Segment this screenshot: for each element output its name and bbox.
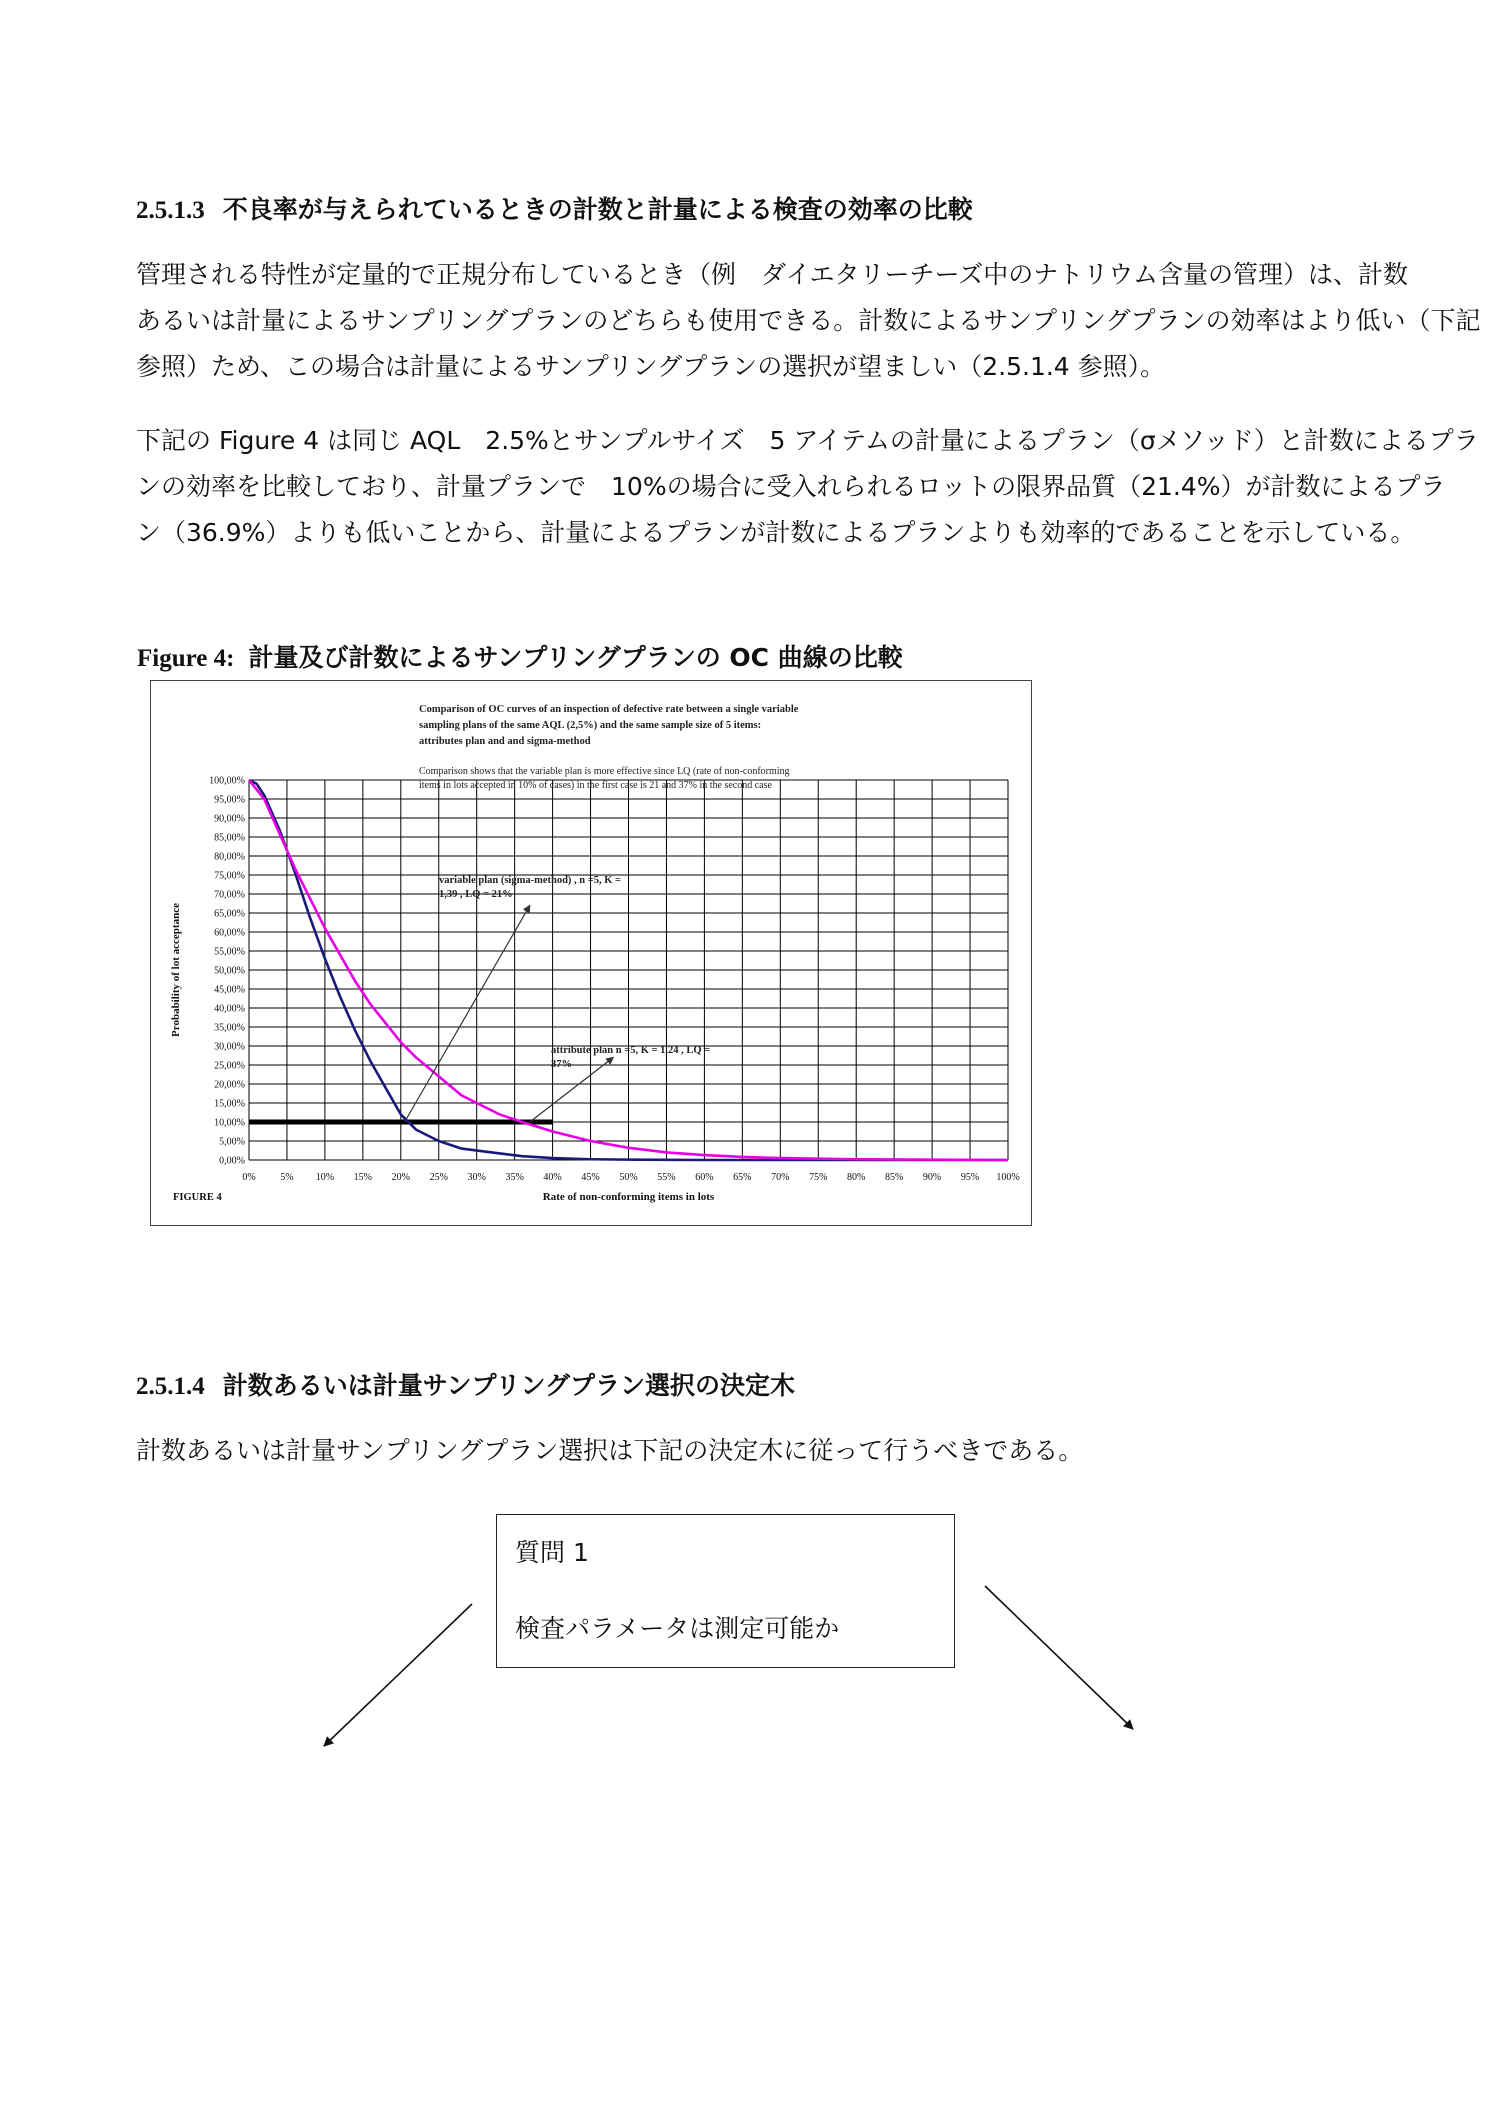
paragraph-line: ンの効率を比較しており、計量プランで 10%の場合に受入れられるロットの限界品質（21.4%）が計数によるプラ [136, 472, 1446, 501]
paragraph-comparison [136, 418, 1479, 556]
x-tick-label: 25% [429, 1172, 448, 1183]
y-tick-label: 55,00% [214, 946, 245, 958]
y-tick-label: 45,00% [214, 984, 245, 996]
y-tick-labels [209, 776, 245, 1167]
paragraph-line: 計数あるいは計量サンプリングプラン選択は下記の決定木に従って行うべきである。 [136, 1436, 1084, 1465]
paragraph-line: あるいは計量によるサンプリングプランのどちらも使用できる。計数によるサンプリングプランの効率はより低い（下記 [136, 306, 1481, 335]
question-text: 検査パラメータは測定可能か [515, 1614, 840, 1643]
paragraph-line: 参照）ため、この場合は計量によるサンプリングプランの選択が望ましい（2.5.1.4 参照）。 [136, 352, 1166, 381]
x-tick-label: 30% [467, 1172, 486, 1183]
y-tick-label: 10,00% [214, 1117, 245, 1129]
section-heading-2-5-1-3 [136, 190, 973, 226]
chart-note-line: items in lots accepted in 10% of cases) in the first case is 21 and 37% in the second case [419, 780, 772, 791]
arrow-left-branch [324, 1604, 472, 1746]
paragraph-line: ン（36.9%）よりも低いことから、計量によるプランが計数によるプランよりも効率的であることを示している。 [136, 518, 1416, 547]
y-tick-label: 80,00% [214, 851, 245, 863]
chart-note-line: Comparison shows that the variable plan is more effective since LQ (rate of non-conforming [419, 766, 790, 777]
x-tick-label: 70% [771, 1172, 790, 1183]
x-tick-label: 95% [960, 1172, 980, 1183]
annotation-text: variable plan (sigma-method) , n =5, K = [439, 875, 622, 886]
y-tick-label: 35,00% [214, 1022, 245, 1034]
figure-caption [137, 638, 903, 674]
y-tick-label: 50,00% [214, 965, 245, 977]
x-tick-label: 45% [581, 1172, 600, 1183]
y-tick-label: 95,00% [214, 794, 245, 806]
x-tick-label: 15% [353, 1172, 373, 1183]
x-tick-label: 10% [315, 1172, 335, 1183]
x-tick-label: 60% [695, 1172, 714, 1183]
y-tick-label: 30,00% [214, 1041, 245, 1053]
x-tick-label: 65% [733, 1172, 752, 1183]
y-axis-label: Probability of lot acceptance [170, 903, 182, 1037]
x-tick-label: 80% [847, 1172, 866, 1183]
figure-title: 計量及び計数によるサンプリングプランの OC 曲線の比較 [248, 643, 903, 672]
x-axis-label: Rate of non-conforming items in lots [542, 1191, 715, 1203]
y-tick-label: 20,00% [214, 1079, 245, 1091]
oc-curve-chart [151, 681, 1033, 1227]
x-tick-label: 85% [884, 1172, 904, 1183]
paragraph-line: 管理される特性が定量的で正規分布しているとき（例 ダイエタリーチーズ中のナトリウム含量の管理）は、計数 [136, 260, 1409, 289]
paragraph-line: 下記の Figure 4 は同じ AQL 2.5%とサンプルサイズ 5 アイテムの計量によるプラン（σメソッド）と計数によるプラ [136, 426, 1479, 455]
oc-curve-figure [150, 680, 1032, 1226]
chart-title-line: attributes plan and and sigma-method [419, 736, 591, 747]
figure-number: Figure 4: [137, 645, 235, 672]
y-tick-label: 100,00% [209, 775, 245, 787]
annotation-text: 37% [551, 1059, 572, 1070]
y-tick-label: 90,00% [214, 813, 245, 825]
question-label: 質問 1 [515, 1538, 589, 1567]
section-number: 2.5.1.3 [136, 197, 205, 224]
paragraph-decision-tree-intro [136, 1428, 1376, 1474]
section-heading-2-5-1-4 [136, 1366, 795, 1402]
y-tick-label: 85,00% [214, 832, 245, 844]
annotation-arrow [405, 905, 530, 1122]
x-tick-label: 5% [280, 1172, 294, 1183]
figure-corner-label: FIGURE 4 [173, 1192, 222, 1203]
arrow-right-branch [985, 1586, 1133, 1729]
x-tick-label: 40% [543, 1172, 562, 1183]
section-title: 不良率が与えられているときの計数と計量による検査の効率の比較 [222, 195, 973, 224]
y-tick-label: 70,00% [214, 889, 245, 901]
paragraph-intro [136, 252, 1481, 390]
y-tick-label: 60,00% [214, 927, 245, 939]
chart-grid [249, 780, 1008, 1160]
x-tick-label: 90% [922, 1172, 942, 1183]
y-tick-label: 5,00% [219, 1136, 245, 1148]
x-tick-label: 20% [391, 1172, 410, 1183]
y-tick-label: 65,00% [214, 908, 245, 920]
x-tick-label: 0% [242, 1172, 256, 1183]
x-tick-label: 50% [619, 1172, 638, 1183]
decision-tree-question-box [496, 1514, 955, 1668]
y-tick-label: 25,00% [214, 1060, 245, 1072]
chart-title-line: Comparison of OC curves of an inspection of defective rate between a single variable [419, 704, 799, 715]
y-tick-label: 0,00% [219, 1155, 245, 1167]
annotation-text: 1,39 , LQ = 21% [439, 889, 513, 900]
section-title: 計数あるいは計量サンプリングプラン選択の決定木 [222, 1371, 796, 1400]
y-tick-label: 40,00% [214, 1003, 245, 1015]
x-tick-label: 55% [657, 1172, 676, 1183]
annotation-text: attribute plan n =5, K = 1,24 , LQ = [551, 1045, 711, 1056]
chart-title-line: sampling plans of the same AQL (2,5%) and the same sample size of 5 items: [419, 720, 762, 731]
x-tick-label: 75% [809, 1172, 828, 1183]
y-tick-label: 75,00% [214, 870, 245, 882]
x-tick-label: 35% [505, 1172, 524, 1183]
section-number: 2.5.1.4 [136, 1373, 205, 1400]
x-tick-labels [242, 1172, 1019, 1183]
y-tick-label: 15,00% [214, 1098, 245, 1110]
x-tick-label: 100% [996, 1172, 1020, 1183]
